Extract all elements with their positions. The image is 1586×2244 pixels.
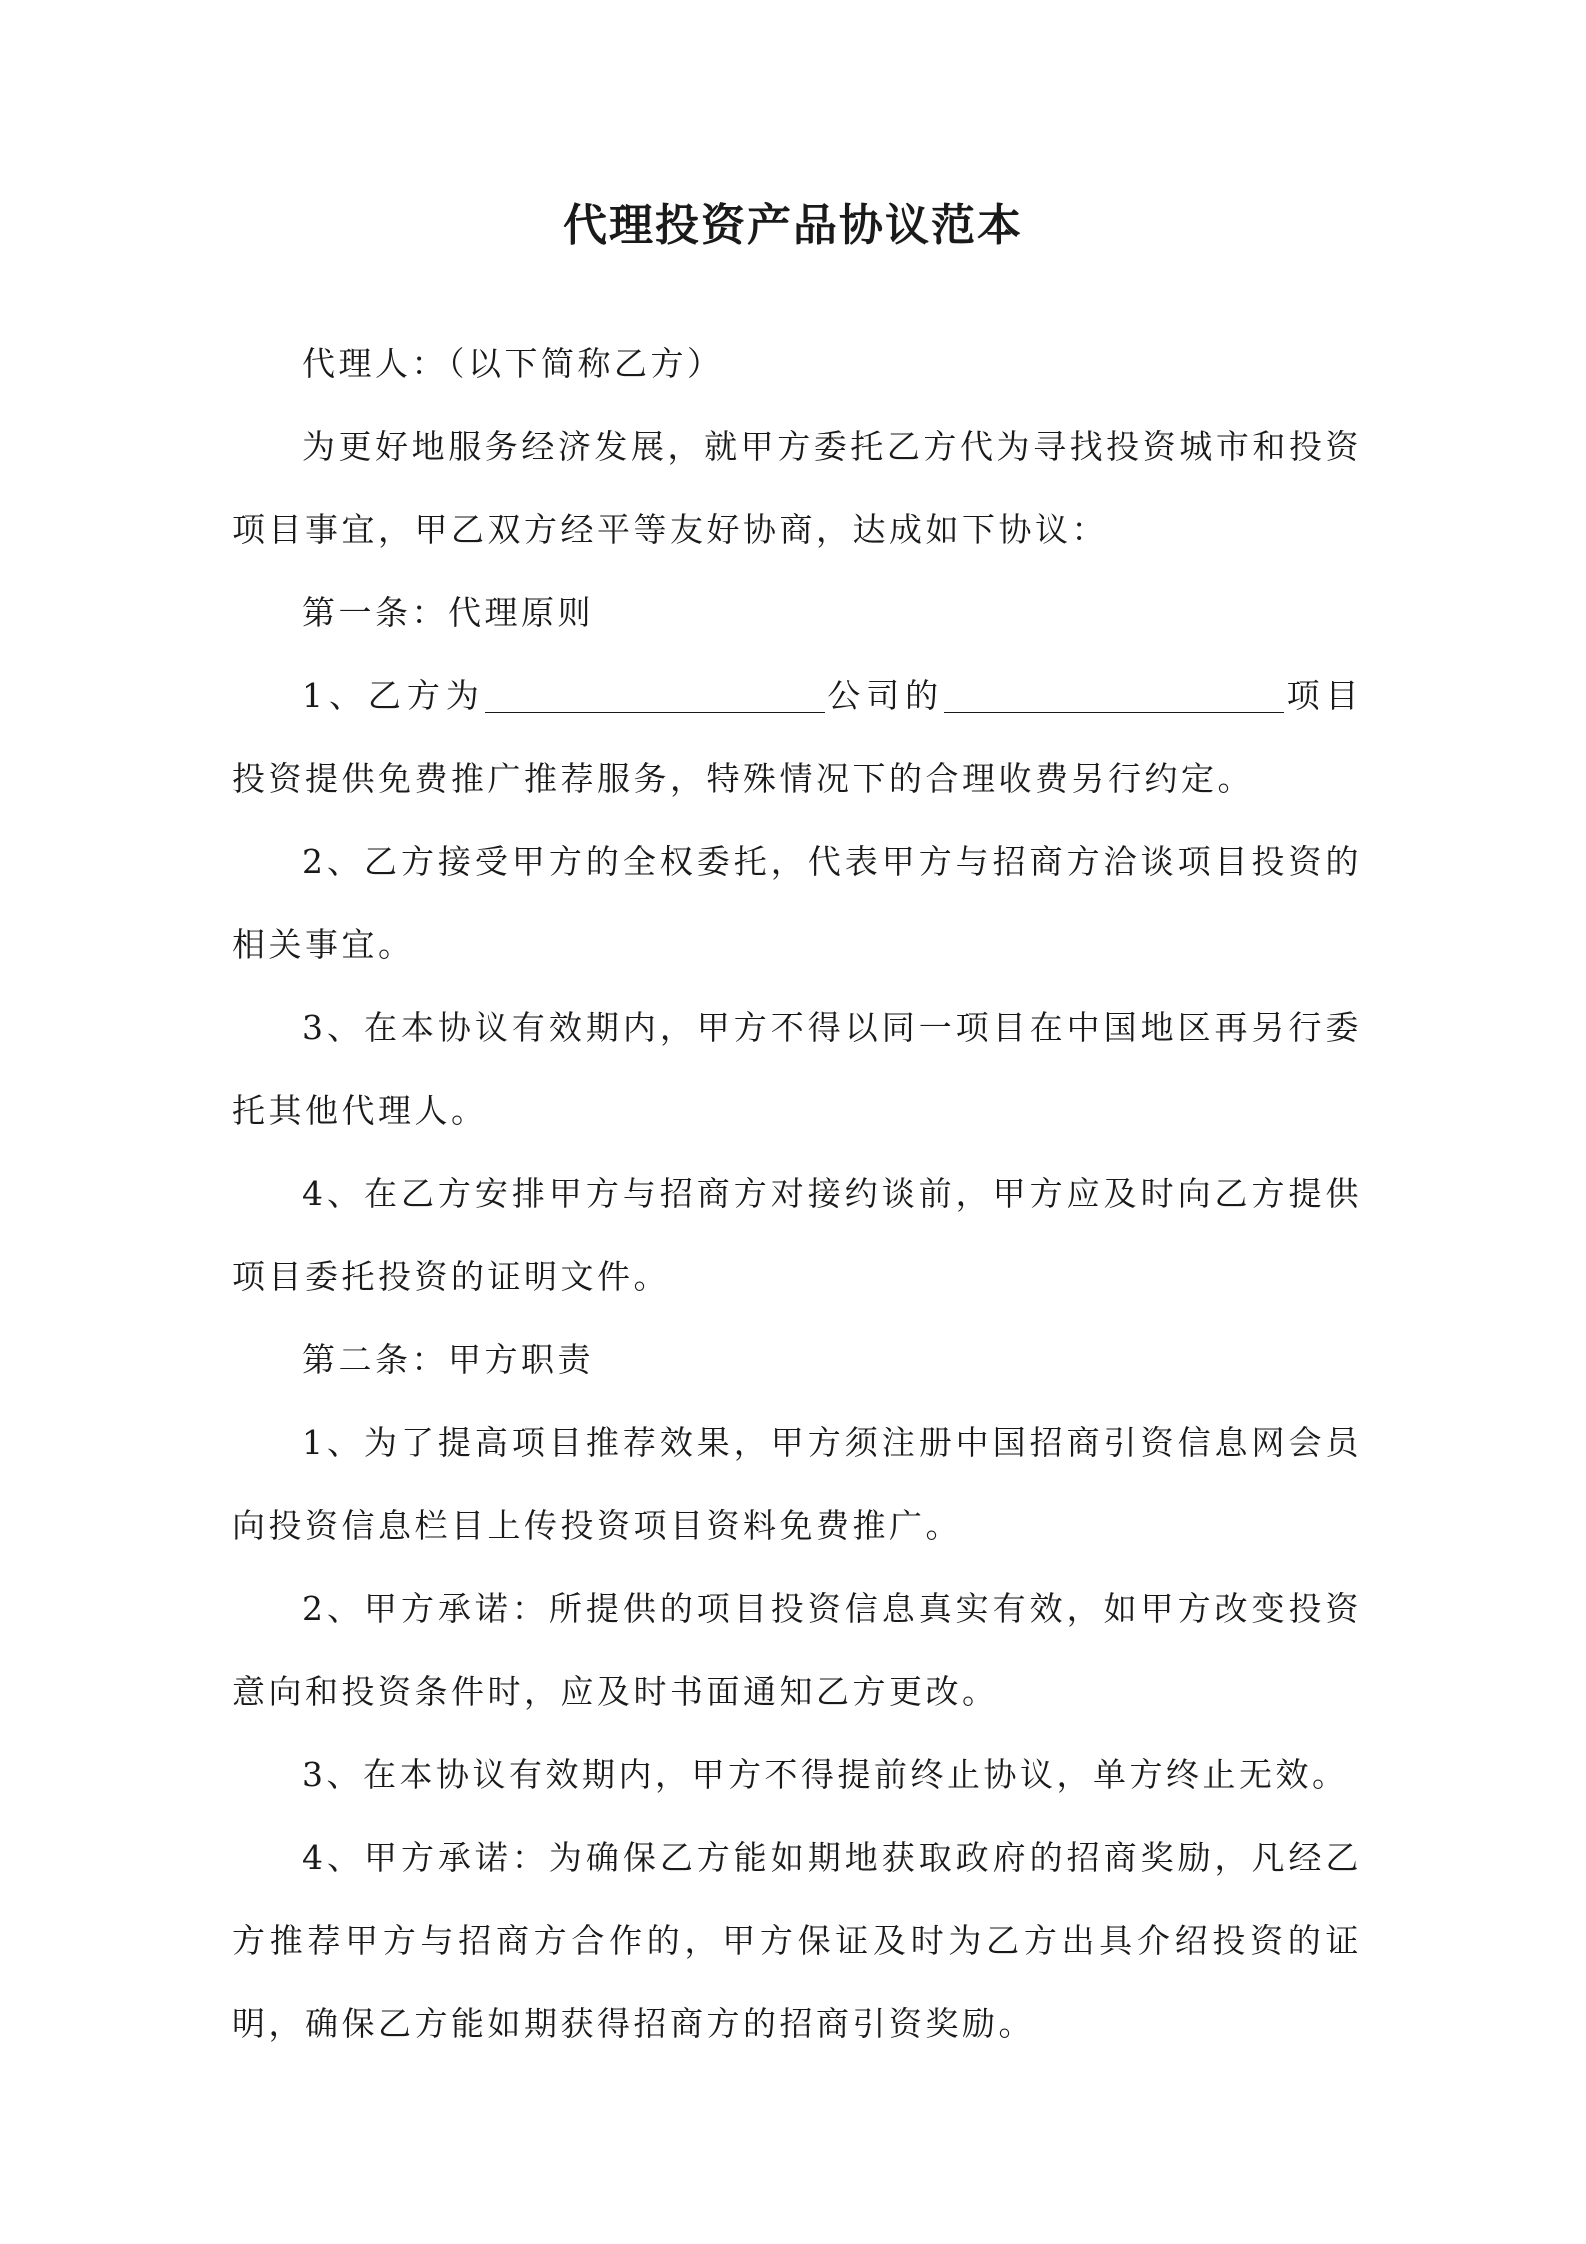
project-name-blank bbox=[944, 676, 1284, 713]
document-title: 代理投资产品协议范本 bbox=[563, 200, 1023, 251]
document-body bbox=[232, 322, 1362, 2065]
paragraph-agent: 代理人：（以下简称乙方） bbox=[302, 344, 724, 383]
paragraph-preamble: 为更好地服务经济发展，就甲方委托乙方代为寻找投资城市和投资项目事宜，甲乙双方经平等友好协商，达成如下协议： bbox=[232, 427, 1362, 549]
section-heading-1: 第一条：代理原则 bbox=[302, 593, 594, 632]
clause-2-3: 3、在本协议有效期内，甲方不得提前终止协议，单方终止无效。 bbox=[302, 1755, 1349, 1794]
clause-2-2: 2、甲方承诺：所提供的项目投资信息真实有效，如甲方改变投资意向和投资条件时，应及时书面通知乙方更改。 bbox=[232, 1589, 1362, 1711]
company-name-blank bbox=[485, 676, 825, 713]
clause-1-1 bbox=[232, 654, 1362, 820]
clause-1-3: 3、在本协议有效期内，甲方不得以同一项目在中国地区再另行委托其他代理人。 bbox=[232, 1008, 1362, 1130]
clause-1-4: 4、在乙方安排甲方与招商方对接约谈前，甲方应及时向乙方提供项目委托投资的证明文件。 bbox=[232, 1174, 1362, 1296]
section-heading-2: 第二条：甲方职责 bbox=[302, 1340, 594, 1379]
clause-2-4: 4、甲方承诺：为确保乙方能如期地获取政府的招商奖励，凡经乙方推荐甲方与招商方合作的，甲方保证及时为乙方出具介绍投资的证明，确保乙方能如期获得招商方的招商引资奖励。 bbox=[232, 1838, 1362, 2043]
clause-1-1-part2: 公司的 bbox=[824, 676, 945, 715]
clause-1-2: 2、乙方接受甲方的全权委托，代表甲方与招商方洽谈项目投资的相关事宜。 bbox=[232, 842, 1362, 964]
clause-1-1-part3: 项目投资提供免费推广推荐服务，特殊情况下的合理收费另行约定。 bbox=[232, 676, 1363, 798]
clause-1-1-part1: 1、乙方为 bbox=[302, 676, 485, 715]
clause-2-1: 1、为了提高项目推荐效果，甲方须注册中国招商引资信息网会员向投资信息栏目上传投资项目资料免费推广。 bbox=[232, 1423, 1362, 1545]
